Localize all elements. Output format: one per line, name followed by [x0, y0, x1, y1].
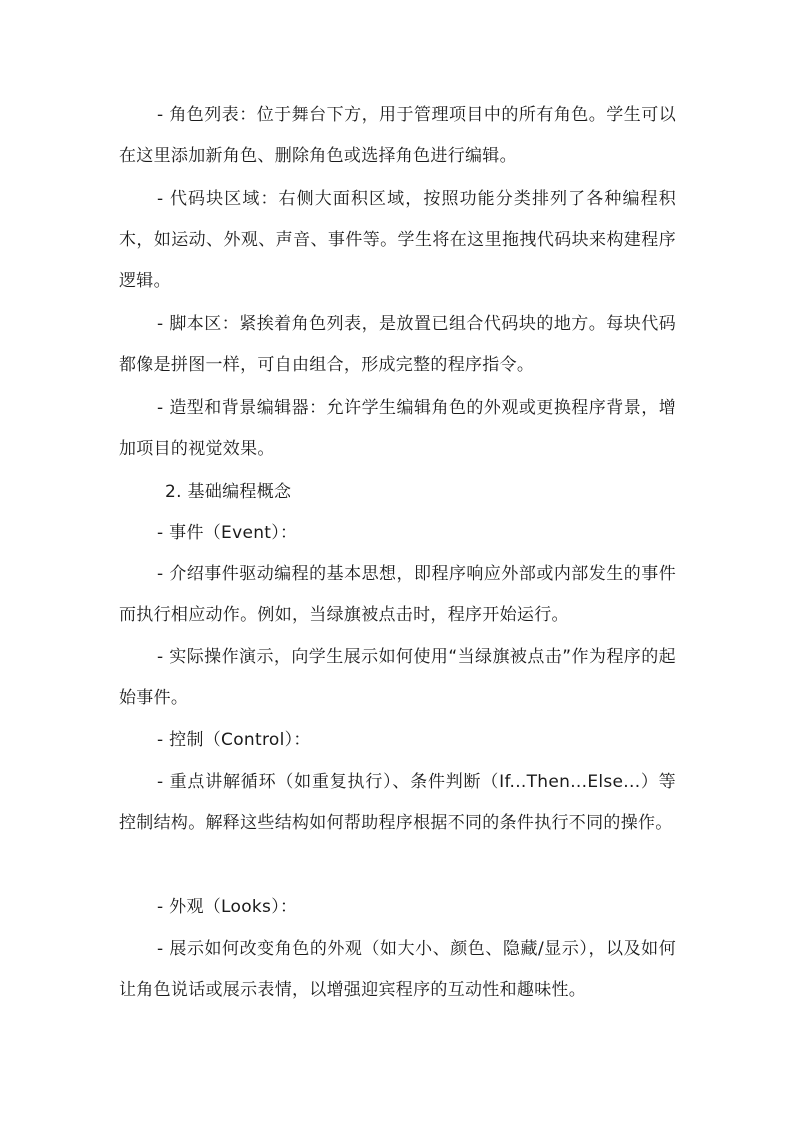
paragraph-script-area: - 脚本区：紧挨着角色列表，是放置已组合代码块的地方。每块代码都像是拼图一样，可自由组合，形成完整的程序指令。 — [119, 314, 676, 375]
paragraph-sprite-list: - 角色列表：位于舞台下方，用于管理项目中的所有角色。学生可以在这里添加新角色、删除角色或选择角色进行编辑。 — [119, 105, 676, 166]
paragraph-looks-description: - 展示如何改变角色的外观（如大小、颜色、隐藏/显示），以及如何让角色说话或展示表情，以增强迎宾程序的互动性和趣味性。 — [119, 939, 676, 1000]
section-heading-basic-concepts: 2. 基础编程概念 — [165, 482, 292, 502]
paragraph-event-description: - 介绍事件驱动编程的基本思想，即程序响应外部或内部发生的事件而执行相应动作。例如，当绿旗被点击时，程序开始运行。 — [119, 564, 676, 625]
paragraph-event-demo: - 实际操作演示，向学生展示如何使用“当绿旗被点击”作为程序的起始事件。 — [119, 647, 676, 708]
paragraph-code-blocks-area: - 代码块区域：右侧大面积区域，按照功能分类排列了各种编程积木，如运动、外观、声音、事件等。学生将在这里拖拽代码块来构建程序逻辑。 — [119, 189, 676, 291]
paragraph-looks-title: - 外观（Looks）： — [157, 897, 298, 917]
paragraph-event-title: - 事件（Event）： — [157, 523, 298, 543]
paragraph-control-description: - 重点讲解循环（如重复执行）、条件判断（If...Then...Else...）等控制结构。解释这些结构如何帮助程序根据不同的条件执行不同的操作。 — [119, 772, 676, 833]
paragraph-costume-editor: - 造型和背景编辑器：允许学生编辑角色的外观或更换程序背景，增加项目的视觉效果。 — [119, 398, 676, 459]
paragraph-control-title: - 控制（Control）： — [157, 730, 311, 750]
